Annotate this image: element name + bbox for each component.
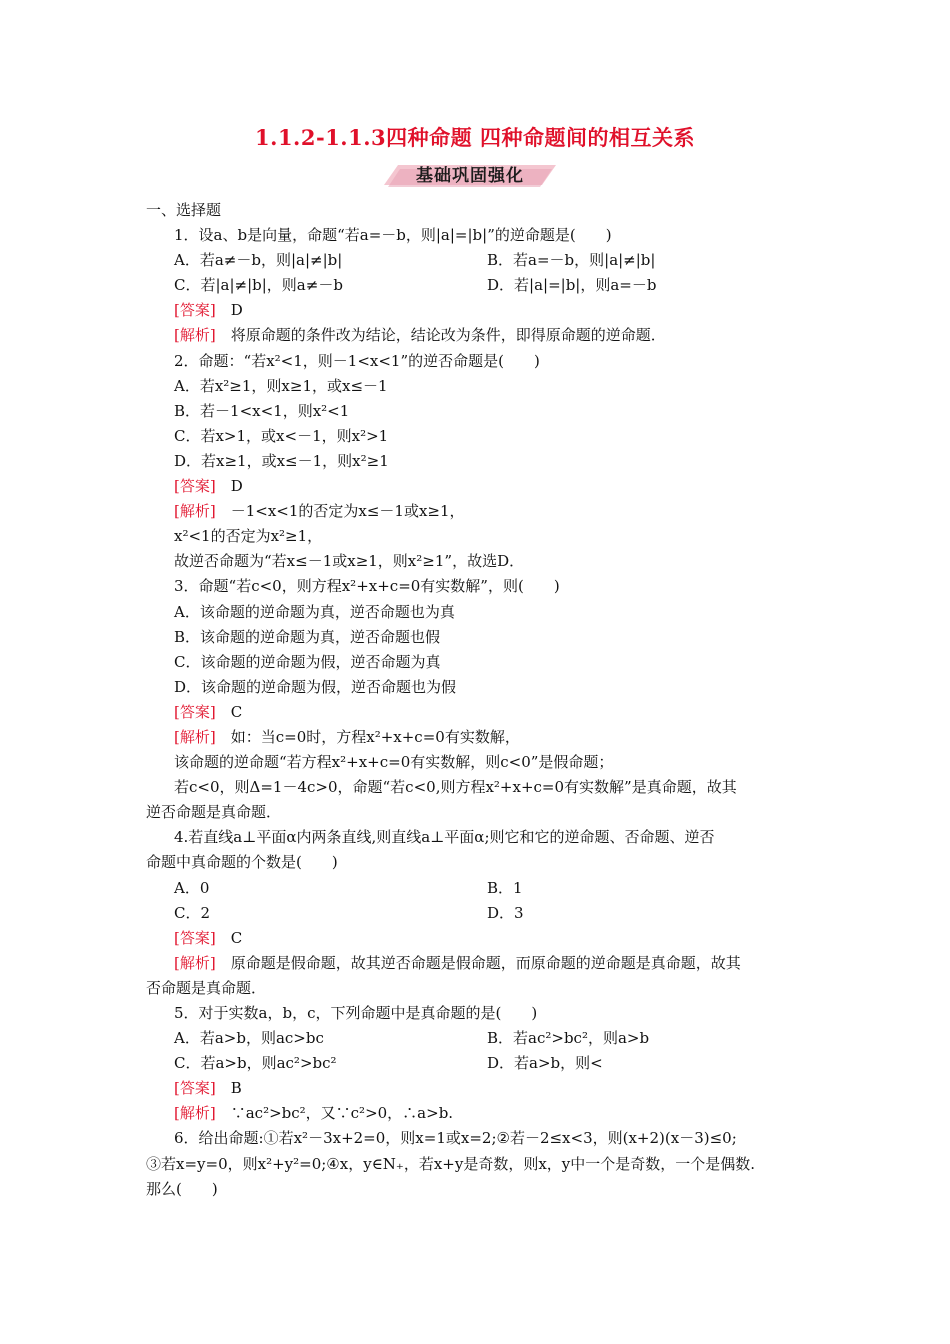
analysis-text: ∵ac²>bc²，又∵c²>0，∴a>b.: [215, 1104, 454, 1123]
option-b: B．若ac²>bc²，则a>b: [487, 1029, 650, 1048]
answer-tag: [答案]: [174, 477, 216, 496]
question-6-cont: ③若x=y=0，则x²+y²=0;④x，y∈N₊，若x+y是奇数，则x，y中一个是奇数，一个是偶数.: [146, 1154, 756, 1173]
option-d: D．若x≥1，或x≤－1，则x²≥1: [174, 451, 389, 470]
analysis-text: 该命题的逆命题“若方程x²+x+c=0有实数解，则c<0”是假命题；: [174, 753, 614, 772]
document-title: 1.1.2-1.1.3四种命题 四种命题间的相互关系: [255, 125, 695, 150]
option-a: A．若a≠－b，则|a|≠|b|: [174, 251, 343, 270]
analysis-tag: [解析]: [174, 953, 216, 972]
options-row: [174, 901, 814, 926]
options-row: [174, 1026, 814, 1051]
analysis-tag: [解析]: [174, 727, 216, 746]
answer-line: [174, 474, 814, 499]
option-a: A．该命题的逆命题为真，逆否命题也为真: [174, 602, 455, 621]
answer-tag: [答案]: [174, 1079, 216, 1098]
analysis-text: 将原命题的条件改为结论，结论改为条件，即得原命题的逆命题．: [215, 326, 666, 345]
analysis-tag: [解析]: [174, 1104, 216, 1123]
option-a: A．若a>b，则ac>bc: [174, 1029, 324, 1048]
answer-text: D: [215, 477, 243, 496]
question-3: 3．命题“若c<0，则方程x²+x+c=0有实数解”，则( ): [174, 577, 560, 596]
options-row: [174, 876, 814, 901]
options-row: [174, 1051, 814, 1076]
analysis-text: 若c<0，则Δ=1－4c>0，命题“若c<0,则方程x²+x+c=0有实数解”是真命题，故其: [174, 778, 737, 797]
answer-text: B: [215, 1079, 242, 1098]
option-d: D．3: [487, 903, 524, 922]
analysis-line: [174, 951, 814, 976]
question-6: 6．给出命题:①若x²－3x+2=0，则x=1或x=2;②若－2≤x<3，则(x+2)(x－3)≤0;: [174, 1129, 737, 1148]
option-c: C．若x>1，或x<－1，则x²>1: [174, 426, 389, 445]
option-d: D．若|a|=|b|，则a=－b: [487, 276, 657, 295]
answer-text: D: [215, 301, 243, 320]
analysis-tag: [解析]: [174, 326, 216, 345]
option-a: A．0: [174, 878, 210, 897]
answer-tag: [答案]: [174, 928, 216, 947]
option-d: D．若a>b，则<: [487, 1054, 603, 1073]
analysis-line: [174, 499, 814, 524]
option-c: C．若|a|≠|b|，则a≠－b: [174, 276, 343, 295]
answer-tag: [答案]: [174, 301, 216, 320]
analysis-text: －1<x<1的否定为x≤－1或x≥1，: [215, 502, 465, 521]
analysis-text: 逆否命题是真命题．: [146, 803, 282, 822]
options-row: [174, 248, 814, 273]
analysis-tag: [解析]: [174, 502, 216, 521]
section-heading: 一、选择题: [146, 201, 222, 219]
option-d: D．该命题的逆命题为假，逆否命题也为假: [174, 677, 457, 696]
question-4-cont: 命题中真命题的个数是( ): [146, 853, 338, 872]
analysis-text: 故逆否命题为“若x≤－1或x≥1，则x²≥1”，故选D．: [174, 552, 525, 571]
question-2: 2．命题：“若x²<1，则－1<x<1”的逆否命题是( ): [174, 351, 540, 370]
analysis-text: 否命题是真命题．: [146, 978, 267, 997]
analysis-text: 如：当c=0时，方程x²+x+c=0有实数解，: [215, 727, 520, 746]
banner-text: 基础巩固强化: [416, 166, 524, 186]
question-6-cont: 那么( ): [146, 1179, 218, 1198]
analysis-line: [174, 1101, 814, 1126]
question-1: 1．设a、b是向量，命题“若a=－b，则|a|=|b|”的逆命题是( ): [174, 226, 612, 245]
answer-line: [174, 926, 814, 951]
answer-line: [174, 298, 814, 323]
option-c: C．该命题的逆命题为假，逆否命题为真: [174, 652, 441, 671]
analysis-text: x²<1的否定为x²≥1，: [174, 527, 323, 546]
answer-text: C: [215, 928, 243, 947]
option-a: A．若x²≥1，则x≥1，或x≤－1: [174, 376, 388, 395]
option-b: B．若a=－b，则|a|≠|b|: [487, 251, 656, 270]
analysis-line: [174, 725, 814, 750]
analysis-text: 原命题是假命题，故其逆否命题是假命题，而原命题的逆命题是真命题，故其: [215, 953, 741, 972]
answer-line: [174, 1076, 814, 1101]
options-row: [174, 273, 814, 298]
answer-line: [174, 700, 814, 725]
question-4: 4.若直线a⊥平面α内两条直线,则直线a⊥平面α;则它和它的逆命题、否命题、逆否: [174, 828, 715, 847]
option-c: C．若a>b，则ac²>bc²: [174, 1054, 337, 1073]
option-b: B．若－1<x<1，则x²<1: [174, 401, 350, 420]
section-banner: [380, 159, 560, 189]
question-5: 5．对于实数a，b，c，下列命题中是真命题的是( ): [174, 1004, 538, 1022]
analysis-line: [174, 323, 814, 348]
option-c: C．2: [174, 903, 211, 922]
option-b: B．1: [487, 878, 523, 897]
question-content: [146, 198, 814, 1202]
answer-tag: [答案]: [174, 702, 216, 721]
option-b: B．该命题的逆命题为真，逆否命题也假: [174, 627, 441, 646]
answer-text: C: [215, 702, 243, 721]
